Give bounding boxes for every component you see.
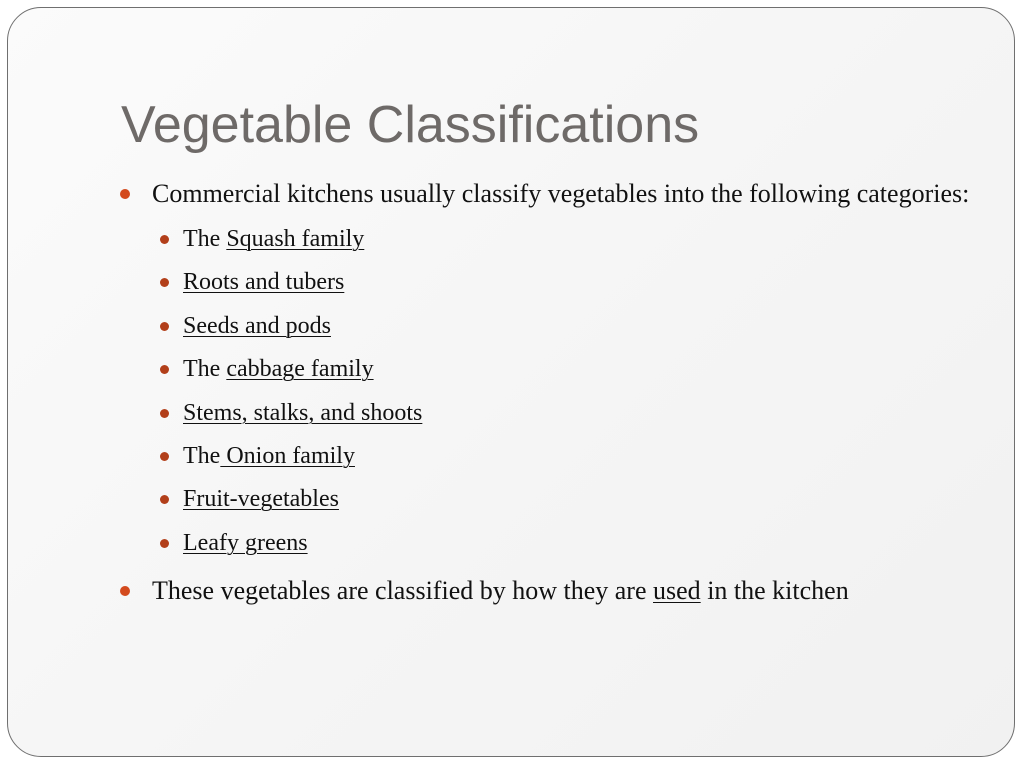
link-leafy-greens[interactable]: Leafy greens [183, 529, 308, 556]
bullet-dot-icon [160, 409, 169, 418]
category-item-fruit [120, 478, 980, 521]
bullet-dot-icon [160, 278, 169, 287]
bullet-dot-icon [160, 539, 169, 548]
link-stems-stalks-shoots[interactable]: Stems, stalks, and shoots [183, 399, 423, 426]
slide-frame [7, 7, 1015, 757]
link-cabbage-family[interactable]: cabbage family [226, 356, 374, 383]
link-seeds-and-pods[interactable]: Seeds and pods [183, 312, 331, 339]
category-item-seeds [120, 305, 980, 348]
bullet-dot-icon [160, 322, 169, 331]
bullet-usage [120, 571, 980, 611]
category-item-leafy [120, 522, 980, 565]
bullet-dot-icon [160, 495, 169, 504]
category-item-squash [120, 218, 980, 261]
category-prefix: The [183, 443, 221, 470]
link-onion-family[interactable]: Onion family [220, 443, 355, 470]
category-prefix: The [183, 356, 227, 383]
link-roots-and-tubers[interactable]: Roots and tubers [183, 269, 345, 296]
link-fruit-vegetables[interactable]: Fruit-vegetables [183, 486, 339, 513]
category-item-cabbage [120, 348, 980, 391]
link-used[interactable]: used [653, 576, 701, 606]
bullet-dot-icon [160, 452, 169, 461]
bullet-intro-text: Commercial kitchens usually classify vegetables into the following categories: [152, 179, 970, 208]
bullet-dot-icon [160, 235, 169, 244]
bullet-usage-after: in the kitchen [700, 576, 849, 606]
bullet-dot-icon [120, 586, 130, 596]
category-item-stems [120, 392, 980, 435]
category-item-onion [120, 435, 980, 478]
bullet-usage-before: These vegetables are classified by how they are [152, 576, 654, 606]
category-prefix: The [183, 226, 227, 252]
category-list [120, 218, 980, 565]
slide-title: Vegetable Classifications [121, 96, 700, 154]
bullet-dot-icon [120, 189, 130, 199]
bullet-intro [120, 174, 980, 214]
category-item-roots [120, 261, 980, 304]
bullet-dot-icon [160, 365, 169, 374]
slide-content [120, 174, 980, 611]
link-squash-family[interactable]: Squash family [226, 226, 365, 252]
